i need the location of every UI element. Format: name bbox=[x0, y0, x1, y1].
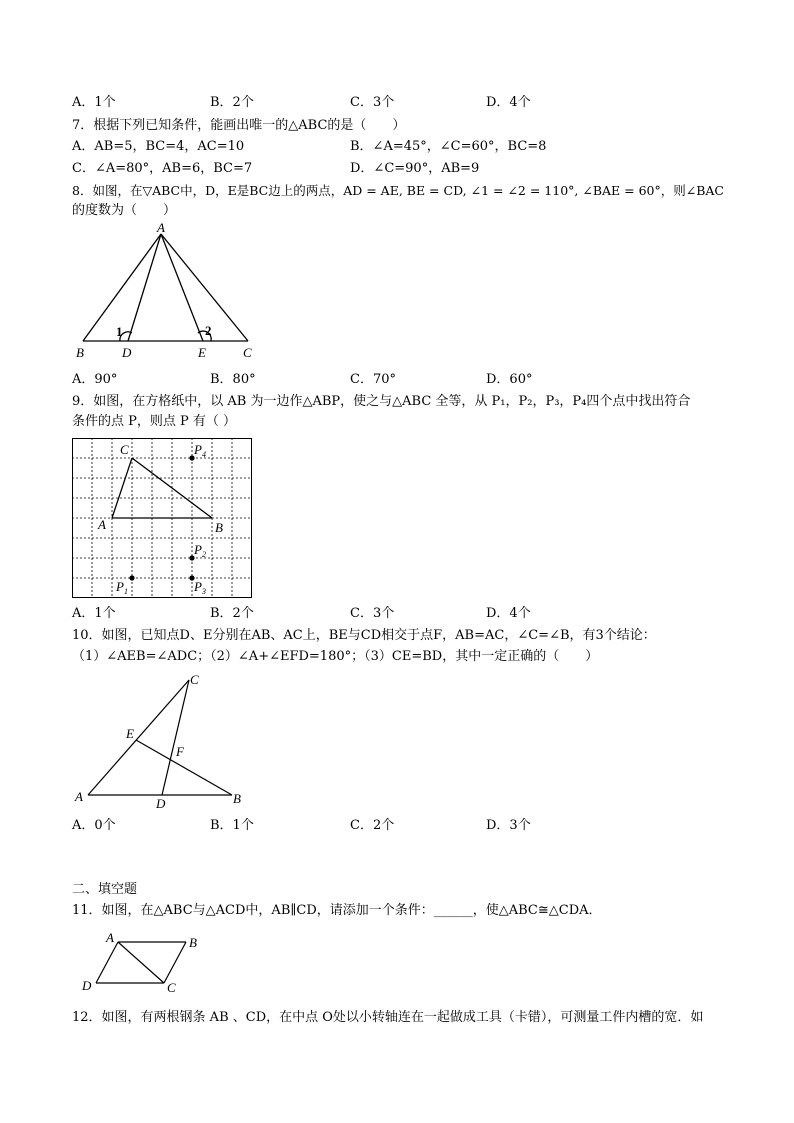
q8-label-c: C bbox=[243, 345, 252, 360]
q9-option-c: C．3个 bbox=[350, 606, 395, 621]
q8-option-b: B．80° bbox=[210, 372, 256, 387]
q9-grid-figure bbox=[72, 438, 252, 598]
q6-option-a: A．1个 bbox=[72, 95, 116, 110]
q8-label-e: E bbox=[198, 345, 206, 360]
q10-label-f: F bbox=[176, 744, 184, 759]
q7-option-c: C．∠A=80°，AB=6，BC=7 bbox=[72, 161, 253, 176]
q8-option-c: C．70° bbox=[350, 372, 396, 387]
q9-label-p2: $P_2$ bbox=[194, 542, 206, 559]
q8-option-a: A．90° bbox=[72, 372, 118, 387]
q6-option-c: C．3个 bbox=[350, 95, 395, 110]
q10-option-b: B．1个 bbox=[210, 818, 254, 833]
q7-option-d: D．∠C=90°，AB=9 bbox=[350, 161, 480, 176]
q11-stem: 11．如图，在△ABC与△ACD中，AB∥CD，请添加一个条件：______，使△ABC≅△CDA． bbox=[72, 903, 602, 918]
q9-stem-line2: 条件的点 P，则点 P 有（ ） bbox=[72, 414, 237, 429]
q8-label-d: D bbox=[122, 345, 132, 360]
q9-option-d: D．4个 bbox=[486, 606, 531, 621]
q9-label-p4: $P_4$ bbox=[194, 442, 206, 459]
q8-label-b: B bbox=[76, 345, 84, 360]
q10-figure bbox=[70, 668, 260, 813]
q9-label-a: A bbox=[98, 517, 106, 532]
q9-point-p1 bbox=[129, 575, 134, 580]
q9-label-p1: $P_1$ bbox=[116, 579, 128, 596]
q8-option-d: D．60° bbox=[486, 372, 533, 387]
q10-option-a: A．0个 bbox=[72, 818, 116, 833]
q8-label-angle1: 1 bbox=[116, 324, 123, 339]
q9-option-b: B．2个 bbox=[210, 606, 254, 621]
q8-figure bbox=[70, 222, 270, 367]
q9-stem-line1: 9．如图，在方格纸中，以 AB 为一边作△ABP，使之与△ABC 全等，从 P₁，P₂，P₃，P₄四个点中找出符合 bbox=[72, 394, 691, 409]
q11-label-a: A bbox=[106, 930, 114, 945]
q9-label-b: B bbox=[215, 520, 223, 535]
q7-option-b: B．∠A=45°，∠C=60°，BC=8 bbox=[350, 139, 547, 154]
q8-stem-line2: 的度数为（ ） bbox=[72, 203, 177, 218]
q8-label-angle2: 2 bbox=[205, 323, 212, 338]
q10-label-d: D bbox=[156, 796, 166, 811]
q9-label-c: C bbox=[120, 442, 129, 457]
q8-label-a: A bbox=[157, 220, 165, 235]
q10-stem-line2: （1）∠AEB=∠ADC；（2）∠A+∠EFD=180°；（3）CE=BD，其中一定正确的（ ） bbox=[72, 649, 599, 664]
q10-label-c: C bbox=[190, 672, 199, 687]
q10-option-c: C．2个 bbox=[350, 818, 395, 833]
q11-figure bbox=[78, 930, 208, 996]
q12-stem: 12．如图，有两根钢条 AB 、CD，在中点 O处以小转轴连在一起做成工具（卡错），可测量工件内槽的宽．如 bbox=[72, 1010, 704, 1025]
section-2-title: 二、填空题 bbox=[72, 882, 138, 897]
q10-label-b: B bbox=[233, 791, 241, 806]
q7-stem: 7．根据下列已知条件，能画出唯一的△ABC的是（ ） bbox=[72, 118, 406, 133]
q11-label-c: C bbox=[167, 980, 176, 995]
q10-stem-line1: 10．如图，已知点D、E分别在AB、AC上，BE与CD相交于点F，AB=AC，∠C=∠B，有3个结论： bbox=[72, 628, 656, 643]
q6-option-b: B．2个 bbox=[210, 95, 254, 110]
q6-option-d: D．4个 bbox=[486, 95, 531, 110]
q10-label-e: E bbox=[126, 726, 134, 741]
q10-label-a: A bbox=[75, 789, 83, 804]
q11-label-b: B bbox=[189, 935, 197, 950]
q11-label-d: D bbox=[82, 978, 92, 993]
q7-option-a: A．AB=5，BC=4，AC=10 bbox=[72, 139, 245, 154]
q10-option-d: D．3个 bbox=[486, 818, 531, 833]
q8-stem-line1: 8．如图，在▽ABC中，D，E是BC边上的两点，AD = AE, BE = CD, ∠1 = ∠2 = 110°, ∠BAE = 60°，则∠BAC bbox=[72, 183, 724, 198]
q9-option-a: A．1个 bbox=[72, 606, 116, 621]
q9-label-p3: $P_3$ bbox=[194, 579, 206, 596]
